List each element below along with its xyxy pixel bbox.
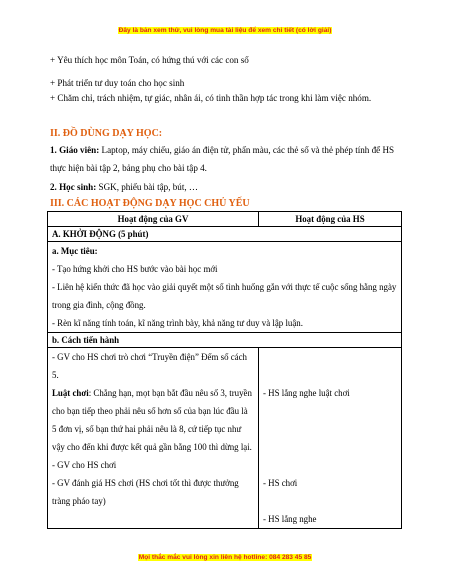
student-step-1: - HS lắng nghe luật chơi: [263, 388, 350, 398]
activity-table: [47, 211, 402, 529]
student-step-2: - HS chơi: [263, 478, 298, 488]
table-row: [48, 348, 402, 529]
teacher-label: 1. Giáo viên:: [50, 145, 100, 155]
section-b-title: b. Cách tiến hành: [52, 335, 120, 345]
teacher-step-2: - GV cho HS chơi: [52, 460, 117, 470]
goal-label: a. Mục tiêu:: [52, 246, 98, 256]
student-materials: [50, 178, 400, 196]
section-b-title-cell: [48, 333, 402, 348]
objective-line-1: + Yêu thích học môn Toán, có hứng thú với các con số: [50, 55, 249, 65]
section-a-title-cell: [48, 227, 402, 242]
game-rules-text: : Chẳng hạn, mọt bạn bắt đầu nêu số 3, truyền cho bạn tiếp theo phải nêu số hơn số của bạn lúc đầu là 5 đơn vị, số bạn thứ hai phải nêu là 8, cứ tiếp tục như vậy cho đến khi được kết quả gần bằng 100 thì dừng lại.: [52, 388, 252, 452]
teacher-materials: [50, 141, 400, 177]
student-activity-cell: [259, 348, 402, 529]
goal-item-2: - Liên hệ kiến thức đã học vào giải quyết một số tình huống gắn với thực tế cuộc sống hằng ngày trong gia đình, cộng đồng.: [52, 282, 397, 310]
teacher-step-1: - GV cho HS chơi trò chơi “Truyền điện” Đếm số cách 5.: [52, 352, 247, 380]
teacher-activity-cell: [48, 348, 259, 529]
section-a-goals-cell: [48, 242, 402, 333]
hotline-text: Mọi thắc mắc vui lòng xin liên hệ hotline: 084 283 45 85: [138, 554, 312, 561]
game-rules-label: Luật chơi: [52, 388, 89, 398]
table-row: [48, 333, 402, 348]
table-header-row: [48, 212, 402, 227]
preview-notice-text: Đây là bản xem thử, vui lòng mua tài liệu để xem chi tiết (có lời giải): [118, 27, 332, 34]
game-rules: [52, 384, 254, 456]
preview-notice-banner: [0, 27, 450, 34]
hotline-banner: [0, 554, 450, 561]
student-text: SGK, phiếu bài tập, bút, …: [96, 182, 199, 192]
student-step-3: - HS lắng nghe: [263, 514, 317, 524]
goal-item-1: - Tạo hứng khởi cho HS bước vào bài học mới: [52, 264, 218, 274]
objective-line-3: + Chăm chỉ, trách nhiệm, tự giác, nhân ái, có tinh thần hợp tác trong khi làm việc nhóm.: [50, 93, 372, 103]
teacher-step-3: - GV đánh giá HS chơi (HS chơi tốt thì được thưởng tràng pháo tay): [52, 478, 239, 506]
section-3-heading: III. CÁC HOẠT ĐỘNG DẠY HỌC CHỦ YẾU: [50, 198, 250, 209]
header-student-activity: Hoạt động của HS: [259, 212, 402, 227]
table-row: [48, 242, 402, 333]
section-2-heading: II. ĐỒ DÙNG DẠY HỌC:: [50, 128, 163, 139]
student-label: 2. Học sinh:: [50, 182, 97, 192]
table-row: [48, 227, 402, 242]
goal-item-3: - Rèn kĩ năng tính toán, kĩ năng trình bày, khả năng tư duy và lập luận.: [52, 318, 303, 328]
objective-line-2: + Phát triển tư duy toán cho học sinh: [50, 78, 185, 88]
teacher-text: Laptop, máy chiếu, giáo án điện tử, phấn màu, các thẻ số và thẻ phép tính để HS thực hiện bài tập 2, bảng phụ cho bài tập 4.: [50, 145, 395, 173]
header-teacher-activity: Hoạt động của GV: [48, 212, 259, 227]
section-a-title: A. KHỞI ĐỘNG (5 phút): [52, 229, 149, 239]
